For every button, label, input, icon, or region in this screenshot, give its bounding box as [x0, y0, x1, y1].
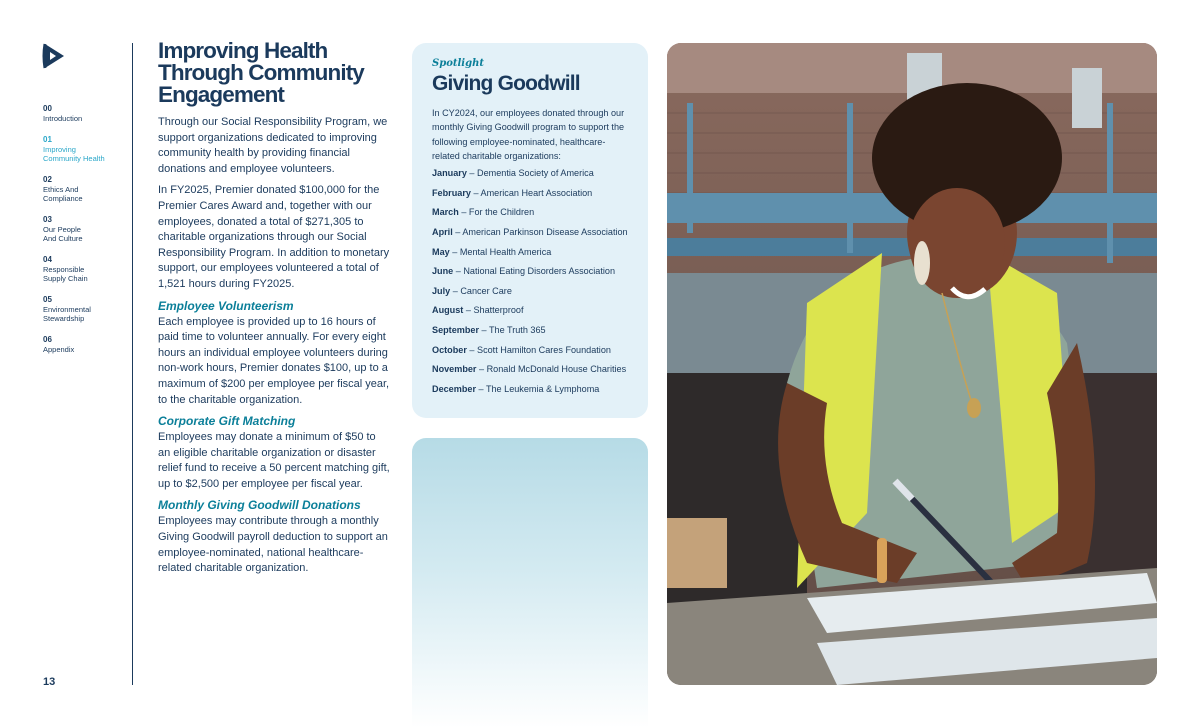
- nav-item-label: Improving Community Health: [43, 145, 105, 163]
- month-name: February: [432, 187, 471, 198]
- spotlight-intro: In CY2024, our employees donated through our monthly Giving Goodwill program to support the following employee-nominated, healthcare-related charitable organizations:: [432, 108, 625, 161]
- nav-item-02[interactable]: [43, 175, 123, 203]
- nav-item-label: Environmental Stewardship: [43, 305, 91, 323]
- month-charity-row: July – Cancer Care: [432, 285, 512, 296]
- charity-name: The Leukemia & Lymphoma: [485, 383, 600, 394]
- section-heading-gift-matching: Corporate Gift Matching: [158, 414, 296, 429]
- nav-item-label: Introduction: [43, 114, 83, 123]
- month-charity-row: December – The Leukemia & Lymphoma: [432, 383, 600, 394]
- nav-item-01[interactable]: [43, 135, 123, 163]
- charity-name: Mental Health America: [459, 246, 552, 257]
- charity-name: National Eating Disorders Association: [463, 266, 615, 277]
- nav-item-number: 00: [43, 104, 52, 113]
- charity-name: Ronald McDonald House Charities: [486, 364, 627, 375]
- page-title: Improving Health Through Community Engagement: [158, 38, 364, 107]
- month-charity-row: November – Ronald McDonald House Charities: [432, 364, 627, 375]
- month-charity-row: May – Mental Health America: [432, 246, 552, 257]
- spotlight-title: Giving Goodwill: [432, 72, 580, 95]
- nav-item-number: 03: [43, 215, 52, 224]
- month-name: September: [432, 324, 480, 335]
- month-charity-row: January – Dementia Society of America: [432, 168, 594, 179]
- month-name: November: [432, 364, 477, 375]
- nav-item-number: 01: [43, 135, 52, 144]
- charity-name: The Truth 365: [488, 324, 546, 335]
- month-charity-row: September – The Truth 365: [432, 324, 546, 335]
- spotlight-card: [412, 43, 648, 418]
- month-name: April: [432, 226, 453, 237]
- page-number: 13: [43, 676, 56, 688]
- charity-name: For the Children: [468, 207, 535, 218]
- month-name: May: [432, 246, 450, 257]
- nav-item-number: 04: [43, 255, 52, 264]
- month-name: March: [432, 207, 459, 218]
- nav-item-04[interactable]: [43, 255, 123, 283]
- nav-item-label: Our People And Culture: [43, 225, 83, 243]
- month-name: August: [432, 305, 464, 316]
- monthly-charities-list: [432, 167, 628, 395]
- month-name: June: [432, 266, 454, 277]
- nav-item-06[interactable]: [43, 335, 123, 354]
- nav-item-03[interactable]: [43, 215, 123, 243]
- month-charity-row: April – American Parkinson Disease Association: [432, 226, 628, 237]
- nav-item-label: Responsible Supply Chain: [43, 265, 88, 283]
- month-name: December: [432, 383, 476, 394]
- decorative-gradient-panel: [412, 438, 648, 728]
- volunteer-photo: [667, 43, 1157, 685]
- month-name: October: [432, 344, 467, 355]
- month-charity-row: March – For the Children: [432, 207, 535, 218]
- charity-name: American Parkinson Disease Association: [462, 226, 628, 237]
- spotlight-tag: Spotlight: [432, 58, 484, 69]
- main-content: [158, 40, 390, 583]
- nav-item-label: Appendix: [43, 345, 75, 354]
- nav-item-number: 05: [43, 295, 52, 304]
- section-heading-volunteerism: Employee Volunteerism: [158, 298, 294, 313]
- charity-name: American Heart Association: [480, 187, 593, 198]
- month-name: July: [432, 285, 451, 296]
- section-heading-monthly-giving: Monthly Giving Goodwill Donations: [158, 498, 361, 513]
- nav-item-number: 02: [43, 175, 52, 184]
- nav-divider: [132, 43, 133, 685]
- nav-item-00[interactable]: [43, 104, 123, 123]
- charity-name: Scott Hamilton Cares Foundation: [477, 344, 611, 355]
- section-body-gift-matching: Employees may donate a minimum of $50 to an eligible charitable organization or disaster relief fund to receive a 50 percent matching gift, up to $2,500 per employee per fiscal year.: [158, 431, 390, 490]
- company-logo-icon[interactable]: [42, 42, 68, 70]
- section-body-volunteerism: Each employee is provided up to 16 hours of paid time to volunteer annually. For every eight hours an individual employee volunteers during non-work hours, Premier donates $100, up to a maximum of $200 per employee per fiscal year, to the charitable organization.: [158, 315, 390, 406]
- donation-paragraph: In FY2025, Premier donated $100,000 for the Premier Cares Award and, together with our employees, donated a total of $271,305 to charitable organizations through our Social Responsibility Program. In addition to monetary support, our employees volunteered a total of 1,521 hours during FY2025.: [158, 184, 390, 290]
- section-nav: [43, 104, 123, 366]
- month-charity-row: June – National Eating Disorders Association: [432, 266, 615, 277]
- month-charity-row: February – American Heart Association: [432, 187, 593, 198]
- section-body-monthly-giving: Employees may contribute through a monthly Giving Goodwill payroll deduction to support an employee-nominated, national healthcare-related charitable organization.: [158, 515, 388, 575]
- nav-item-label: Ethics And Compliance: [43, 185, 83, 203]
- nav-item-number: 06: [43, 335, 52, 344]
- month-name: January: [432, 168, 467, 179]
- nav-item-05[interactable]: [43, 295, 123, 323]
- month-charity-row: October – Scott Hamilton Cares Foundation: [432, 344, 611, 355]
- charity-name: Shatterproof: [473, 305, 524, 316]
- charity-name: Dementia Society of America: [477, 168, 594, 179]
- intro-paragraph: Through our Social Responsibility Program, we support organizations dedicated to improving community health by providing financial donations and employee volunteers.: [158, 116, 388, 175]
- month-charity-row: August – Shatterproof: [432, 305, 524, 316]
- charity-name: Cancer Care: [460, 285, 512, 296]
